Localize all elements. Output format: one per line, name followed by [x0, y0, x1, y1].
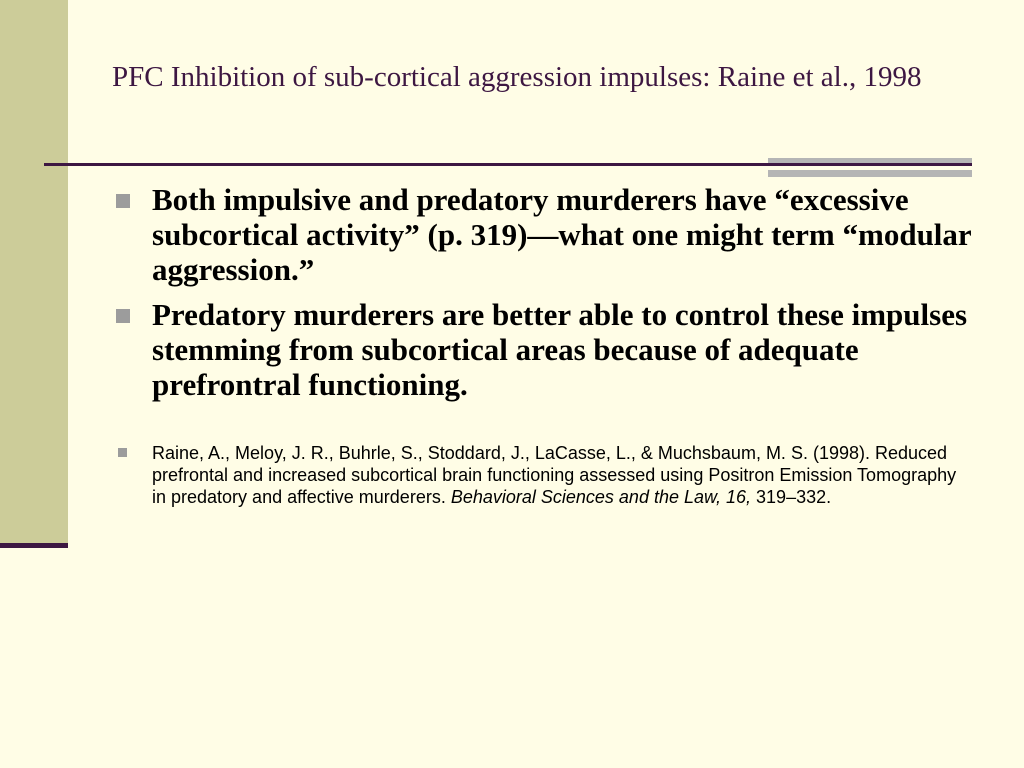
- reference-citation: [112, 442, 958, 508]
- grey-bar-top: [768, 158, 972, 163]
- bullet-text: Predatory murderers are better able to control these impulses stemming from subcortical areas because of adequate prefrontral functioning.: [152, 297, 968, 402]
- reference-journal: Behavioral Sciences and the Law, 16,: [450, 487, 752, 507]
- bullet-item: [112, 297, 972, 402]
- slide-title: PFC Inhibition of sub-cortical aggression impulses: Raine et al., 1998: [112, 61, 922, 93]
- square-bullet-icon: [118, 448, 127, 457]
- left-decorative-bar: [0, 0, 68, 545]
- bullet-item: [112, 182, 972, 287]
- left-bar-underline: [0, 543, 68, 548]
- reference-text: Raine, A., Meloy, J. R., Buhrle, S., Stoddard, J., LaCasse, L., & Muchsbaum, M. S. (1998). Reduced prefrontal and increased subcortical brain functioning assessed using Positron Emission Tomography in predatory and affective murderers.: [152, 443, 957, 507]
- slide-content: [112, 182, 972, 508]
- reference-pages: 319–332.: [751, 487, 832, 507]
- grey-bar-bottom: [768, 170, 972, 177]
- bullet-text: Both impulsive and predatory murderers have “excessive subcortical activity” (p. 319)—what one might term “modular aggression.”: [152, 182, 972, 287]
- decorative-grey-bars: [768, 158, 972, 179]
- square-bullet-icon: [116, 194, 130, 208]
- square-bullet-icon: [116, 309, 130, 323]
